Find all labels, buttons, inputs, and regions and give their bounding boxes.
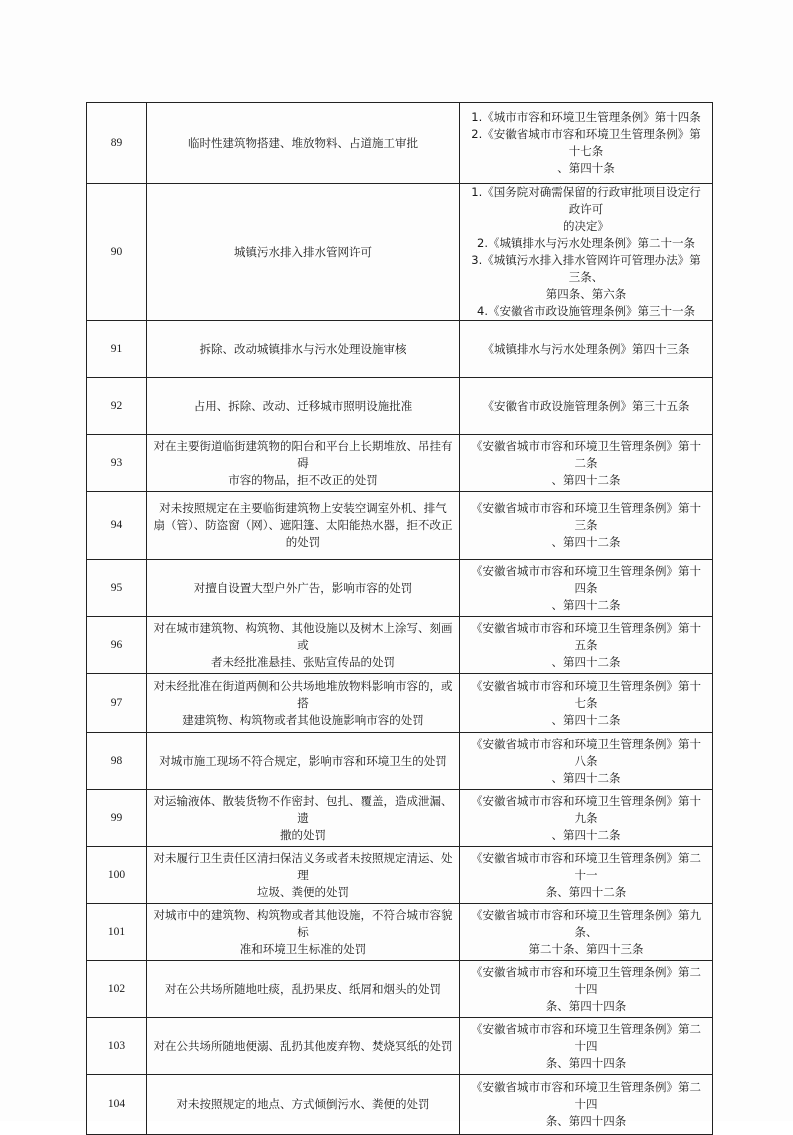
item-name-line: 对未经批准在街道两侧和公共场地堆放物料影响市容的，或搭 — [153, 678, 453, 710]
table-row — [87, 617, 713, 674]
legal-basis-line: 《城镇排水与污水处理条例》第四十三条 — [482, 341, 690, 356]
item-name-line: 占用、拆除、改动、迁移城市照明设施批准 — [193, 398, 413, 413]
item-name-line: 对在主要街道临街建筑物的阳台和平台上长期堆放、吊挂有碍 — [153, 438, 453, 470]
table-body — [87, 103, 713, 1135]
legal-basis-line: 、第四十二条 — [551, 712, 621, 727]
legal-basis-line: 《安徽省城市市容和环境卫生管理条例》第十四条 — [471, 563, 701, 595]
legal-basis-line: 《安徽省城市市容和环境卫生管理条例》第二十一 — [471, 850, 701, 882]
item-name-line: 临时性建筑物搭建、堆放物料、占道施工审批 — [188, 135, 418, 150]
item-name-line: 对在公共场所随地吐痰，乱扔果皮、纸屑和烟头的处罚 — [165, 981, 441, 996]
item-name-line: 对城市中的建筑物、构筑物或者其他设施，不符合城市容貌标 — [153, 907, 453, 939]
legal-basis-line: 、第四十二条 — [551, 827, 621, 842]
legal-basis — [460, 790, 713, 847]
item-name — [147, 617, 460, 674]
item-number: 104 — [87, 1075, 147, 1135]
legal-basis — [460, 321, 713, 378]
legal-basis-line: 、第四十条 — [557, 161, 615, 175]
legal-basis-line: 、第四十二条 — [551, 654, 621, 669]
legal-basis — [460, 184, 713, 321]
item-name — [147, 904, 460, 961]
item-name-line: 垃圾、粪便的处罚 — [257, 884, 349, 899]
legal-basis — [460, 617, 713, 674]
legal-basis-line: 2.《城镇排水与污水处理条例》第二十一条 — [477, 236, 695, 250]
item-name-line: 对未按照规定的地点、方式倾倒污水、粪便的处罚 — [176, 1097, 430, 1111]
legal-basis-line: 1.《城市市容和环境卫生管理条例》第十四条 — [471, 110, 701, 124]
item-name-line: 城镇污水排入排水管网许可 — [234, 244, 372, 259]
legal-basis — [460, 961, 713, 1018]
legal-basis-line: 《安徽省城市市容和环境卫生管理条例》第二十四 — [471, 964, 701, 996]
legal-basis-line: 第二十条、第四十三条 — [528, 941, 644, 956]
item-name-line: 对擅自设置大型户外广告，影响市容的处罚 — [193, 580, 413, 595]
item-number: 94 — [87, 492, 147, 560]
item-name-line: 对城市施工现场不符合规定，影响市容和环境卫生的处罚 — [159, 753, 447, 768]
item-number: 95 — [87, 560, 147, 617]
legal-basis-line: 《安徽省城市市容和环境卫生管理条例》第二十四 — [471, 1021, 701, 1053]
table-row — [87, 847, 713, 904]
table-row — [87, 1018, 713, 1075]
legal-basis-line: 的决定》 — [563, 219, 609, 233]
legal-basis-line: 《安徽省城市市容和环境卫生管理条例》第十九条 — [471, 793, 701, 825]
table-row — [87, 1075, 713, 1135]
item-number: 89 — [87, 103, 147, 184]
item-name — [147, 435, 460, 492]
item-name — [147, 184, 460, 321]
item-name — [147, 1018, 460, 1075]
item-name — [147, 847, 460, 904]
legal-basis-line: 《安徽省城市市容和环境卫生管理条例》第二十四 — [471, 1080, 701, 1111]
legal-basis — [460, 733, 713, 790]
item-number: 101 — [87, 904, 147, 961]
item-number: 91 — [87, 321, 147, 378]
item-name — [147, 961, 460, 1018]
table-row — [87, 790, 713, 847]
item-number: 97 — [87, 674, 147, 733]
table-row — [87, 904, 713, 961]
legal-basis-line: 《安徽省城市市容和环境卫生管理条例》第十七条 — [471, 678, 701, 710]
legal-basis-line: 条、第四十四条 — [545, 1114, 627, 1128]
item-name-line: 拆除、改动城镇排水与污水处理设施审核 — [199, 341, 407, 356]
item-name-line: 对未按照规定在主要临街建筑物上安装空调室外机、排气 — [159, 501, 447, 515]
permission-items-table — [86, 102, 713, 1135]
legal-basis-line: 、第四十二条 — [551, 535, 621, 549]
item-name-line: 撒的处罚 — [280, 827, 326, 842]
legal-basis — [460, 847, 713, 904]
item-number: 99 — [87, 790, 147, 847]
table-row — [87, 492, 713, 560]
legal-basis-line: 1.《国务院对确需保留的行政审批项目设定行政许可 — [471, 185, 701, 216]
item-number: 98 — [87, 733, 147, 790]
item-number: 103 — [87, 1018, 147, 1075]
item-name-line: 的处罚 — [285, 535, 321, 549]
legal-basis-line: 、第四十二条 — [551, 472, 621, 487]
item-number: 102 — [87, 961, 147, 1018]
item-name-line: 扇（管）、防盗窗（网）、遮阳篷、太阳能热水器，拒不改正 — [153, 518, 453, 532]
legal-basis-line: 3.《城镇污水排入排水管网许可管理办法》第三条、 — [471, 253, 701, 284]
item-name — [147, 790, 460, 847]
item-name-line: 对运输液体、散装货物不作密封、包扎、覆盖，造成泄漏、遗 — [153, 793, 453, 825]
item-name — [147, 733, 460, 790]
table-row — [87, 733, 713, 790]
legal-basis — [460, 492, 713, 560]
item-name — [147, 560, 460, 617]
legal-basis — [460, 560, 713, 617]
item-name-line: 者未经批准悬挂、张贴宣传品的处罚 — [211, 654, 395, 669]
legal-basis-line: 2.《安徽省城市市容和环境卫生管理条例》第十七条 — [471, 127, 701, 158]
legal-basis-line: 第四条、第六条 — [545, 287, 627, 301]
item-name — [147, 103, 460, 184]
item-number: 92 — [87, 378, 147, 435]
item-name — [147, 321, 460, 378]
item-name — [147, 674, 460, 733]
legal-basis-line: 《安徽省城市市容和环境卫生管理条例》第九条、 — [471, 907, 701, 939]
item-name — [147, 378, 460, 435]
legal-basis — [460, 378, 713, 435]
legal-basis-line: 《安徽省城市市容和环境卫生管理条例》第十二条 — [471, 438, 701, 470]
item-number: 96 — [87, 617, 147, 674]
item-name — [147, 1075, 460, 1135]
legal-basis-line: 、第四十二条 — [551, 597, 621, 612]
legal-basis-line: 《安徽省城市市容和环境卫生管理条例》第十八条 — [471, 736, 701, 768]
legal-basis-line: 、第四十二条 — [551, 770, 621, 785]
table-row — [87, 103, 713, 184]
item-name-line: 对在公共场所随地便溺、乱扔其他废弃物、焚烧冥纸的处罚 — [153, 1038, 453, 1053]
item-number: 90 — [87, 184, 147, 321]
item-name-line: 对未履行卫生责任区清扫保洁义务或者未按照规定清运、处理 — [153, 850, 453, 882]
legal-basis-line: 条、第四十四条 — [545, 1055, 627, 1070]
legal-basis — [460, 103, 713, 184]
legal-basis-line: 《安徽省市政设施管理条例》第三十五条 — [482, 398, 690, 413]
legal-basis — [460, 674, 713, 733]
item-number: 100 — [87, 847, 147, 904]
item-name-line: 对在城市建筑物、构筑物、其他设施以及树木上涂写、刻画或 — [153, 620, 453, 652]
table-row — [87, 184, 713, 321]
legal-basis-line: 《安徽省城市市容和环境卫生管理条例》第十三条 — [471, 501, 701, 532]
item-number: 93 — [87, 435, 147, 492]
table-row — [87, 321, 713, 378]
table-row — [87, 560, 713, 617]
legal-basis-line: 《安徽省城市市容和环境卫生管理条例》第十五条 — [471, 620, 701, 652]
legal-basis-line: 条、第四十四条 — [545, 998, 627, 1013]
table-row — [87, 378, 713, 435]
legal-basis — [460, 1018, 713, 1075]
table-row — [87, 435, 713, 492]
item-name-line: 准和环境卫生标准的处罚 — [239, 941, 367, 956]
legal-basis — [460, 1075, 713, 1135]
legal-basis — [460, 435, 713, 492]
legal-basis — [460, 904, 713, 961]
item-name-line: 市容的物品，拒不改正的处罚 — [228, 472, 378, 487]
table-row — [87, 674, 713, 733]
table-row — [87, 961, 713, 1018]
legal-basis-line: 条、第四十二条 — [545, 884, 627, 899]
item-name — [147, 492, 460, 560]
item-name-line: 建建筑物、构筑物或者其他设施影响市容的处罚 — [182, 712, 424, 727]
legal-basis-line: 4.《安徽省市政设施管理条例》第三十一条 — [477, 304, 695, 318]
